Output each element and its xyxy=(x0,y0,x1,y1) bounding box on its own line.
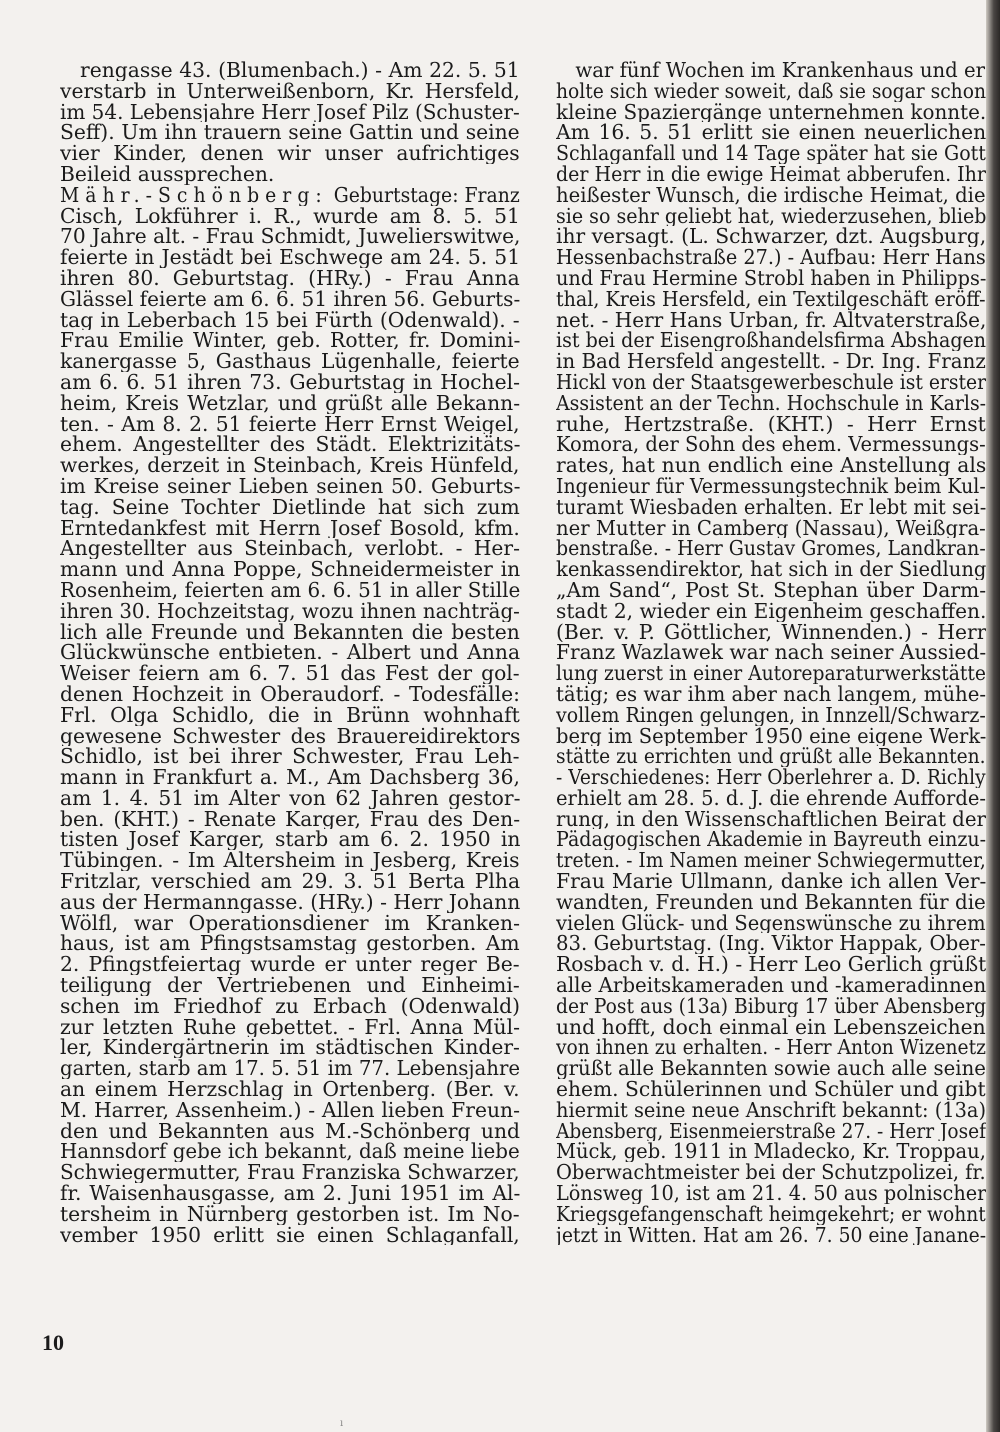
text-line: Komora, der Sohn des ehem. Vermessungs- xyxy=(556,434,986,456)
stray-mark: ı xyxy=(340,1418,344,1429)
text-line: von ihnen zu erhalten. - Herr Anton Wizenetz xyxy=(556,1037,986,1059)
text-line: vollem Ringen gelungen, in Innzell/Schwarz- xyxy=(556,704,986,726)
text-line: der Herr in die ewige Heimat abberufen. Ihr xyxy=(556,163,986,185)
text-line: Frau Marie Ullmann, danke ich allen Ver- xyxy=(556,871,986,892)
text-line: Beileid aussprechen. xyxy=(60,163,275,185)
text-line: turamt Wiesbaden erhalten. Er lebt mit sei- xyxy=(556,496,986,518)
page-edge-shadow xyxy=(986,0,1000,1432)
text-line: Erntedankfest mit Herrn Josef Bosold, kfm. xyxy=(60,517,520,539)
text-line: rung, in den Wissenschaftlichen Beirat der xyxy=(556,808,986,830)
text-line: Am 16. 5. 51 erlitt sie einen neuerlichen xyxy=(556,122,986,144)
text-line: an einem Herzschlag in Ortenberg. (Ber. v. xyxy=(60,1079,520,1100)
text-line: Kriegsgefangenschaft heimgekehrt; er wohnt xyxy=(556,1203,986,1225)
text-line: Hannsdorf gebe ich bekannt, daß meine liebe xyxy=(60,1141,520,1163)
text-line: verstarb in Unterweißenborn, Kr. Hersfeld, xyxy=(60,80,520,102)
text-line: Rosenheim, feierten am 6. 6. 51 in aller Stille xyxy=(60,579,520,601)
text-line: ist bei der Eisengroßhandelsfirma Abshagen xyxy=(556,330,986,352)
text-line: Ingenieur für Vermessungstechnik beim Kul- xyxy=(556,475,986,497)
text-line: Schlaganfall und 14 Tage später hat sie Gott xyxy=(556,143,986,164)
text-line: benstraße. - Herr Gustav Gromes, Landkran- xyxy=(556,538,986,560)
text-line: ler, Kindergärtnerin im städtischen Kinder- xyxy=(60,1037,520,1059)
text-line: kanergasse 5, Gasthaus Lügenhalle, feierte xyxy=(60,351,520,372)
text-line: alle Arbeitskameraden und -kameradinnen xyxy=(556,975,986,996)
text-line: mann und Anna Poppe, Schneidermeister in xyxy=(60,559,520,580)
text-line: und Frau Hermine Strobl haben in Philipps- xyxy=(556,267,986,289)
text-line: vielen Glück- und Segenswünsche zu ihrem xyxy=(556,912,986,934)
text-line: vember 1950 erlitt sie einen Schlaganfall, xyxy=(60,1224,520,1246)
text-line: im 54. Lebensjahre Herr Josef Pilz (Schuster- xyxy=(60,101,520,123)
text-line: gewesene Schwester des Brauereidirektors xyxy=(60,725,520,747)
text-line: wandten, Freunden und Bekannten für die xyxy=(556,891,986,913)
text-line: rates, hat nun endlich eine Anstellung als xyxy=(556,455,986,476)
text-line: Weiser feiern am 6. 7. 51 das Fest der gol- xyxy=(60,663,520,684)
text-line: Tübingen. - Im Altersheim in Jesberg, Kreis xyxy=(60,850,520,872)
text-line: ehem. Schülerinnen und Schüler und gibt xyxy=(556,1079,986,1100)
text-line: 83. Geburtstag. (Ing. Viktor Happak, Ober- xyxy=(556,933,986,955)
text-line: tisten Josef Karger, starb am 6. 2. 1950 in xyxy=(60,829,520,851)
text-line: Mähr.-Schönberg: Geburtstage: Franz xyxy=(60,184,520,206)
text-line: mann in Frankfurt a. M., Am Dachsberg 36, xyxy=(60,767,520,788)
text-line: heim, Kreis Wetzlar, und grüßt alle Bekann- xyxy=(60,392,520,414)
text-line: ehem. Angestellter des Städt. Elektrizitäts- xyxy=(60,434,520,456)
text-line: berg im September 1950 eine eigene Werk- xyxy=(556,725,986,747)
text-line: thal, Kreis Hersfeld, ein Textilgeschäft eröff- xyxy=(556,288,986,310)
text-line: tersheim in Nürnberg gestorben ist. Im No- xyxy=(60,1203,520,1225)
text-line: Hickl von der Staatsgewerbeschule ist erster xyxy=(556,371,986,393)
text-line: Hessenbachstraße 27.) - Aufbau: Herr Hans xyxy=(556,247,986,268)
text-line: Seff). Um ihn trauern seine Gattin und seine xyxy=(60,122,520,144)
text-line: Angestellter aus Steinbach, verlobt. - Her- xyxy=(60,538,520,560)
text-line: Schidlo, ist bei ihrer Schwester, Frau Leh- xyxy=(60,746,520,768)
text-line: Rosbach v. d. H.) - Herr Leo Gerlich grüßt xyxy=(556,954,986,976)
text-line: Schwiegermutter, Frau Franziska Schwarzer, xyxy=(60,1162,520,1184)
text-line: Abensberg, Eisenmeierstraße 27. - Herr Josef xyxy=(556,1120,986,1142)
section-heading: Mähr.-Schönberg: xyxy=(60,184,328,206)
text-line: ner Mutter in Camberg (Nassau), Weißgra- xyxy=(556,517,986,539)
text-line: Frau Emilie Winter, geb. Rotter, fr. Domini- xyxy=(60,330,520,352)
text-line: sie so sehr geliebt hat, wiederzusehen, blieb xyxy=(556,205,986,227)
text-line: Oberwachtmeister bei der Schutzpolizei, fr. xyxy=(556,1162,986,1184)
text-line: tag in Leberbach 15 bei Fürth (Odenwald). - xyxy=(60,309,520,331)
text-line: in Bad Hersfeld angestellt. - Dr. Ing. Franz xyxy=(556,351,986,372)
text-line: Glückwünsche entbieten. - Albert und Anna xyxy=(60,642,520,664)
text-line: tag. Seine Tochter Dietlinde hat sich zum xyxy=(60,496,520,518)
text-line: feierte in Jestädt bei Eschwege am 24. 5. 51 xyxy=(60,247,520,268)
text-line: Fritzlar, verschied am 29. 3. 51 Berta Plha xyxy=(60,871,520,892)
text-line: (Ber. v. P. Göttlicher, Winnenden.) - Herr xyxy=(556,621,986,643)
text-line: haus, ist am Pfingstsamstag gestorben. Am xyxy=(60,933,520,955)
text-line: ten. - Am 8. 2. 51 feierte Herr Ernst Weigel, xyxy=(60,413,520,435)
text-line: tätig; es war ihm aber nach langem, mühe- xyxy=(556,683,986,705)
text-line: Wölfl, war Operationsdiener im Kranken- xyxy=(60,912,520,934)
text-line: Lönsweg 10, ist am 21. 4. 50 aus polnischer xyxy=(556,1183,986,1204)
text-line: war fünf Wochen im Krankenhaus und er xyxy=(575,60,986,81)
text-line: hiermit seine neue Anschrift bekannt: (13a) xyxy=(556,1099,986,1121)
text-line: ihr versagt. (L. Schwarzer, dzt. Augsburg, xyxy=(556,226,986,248)
text-line: net. - Herr Hans Urban, fr. Altvaterstraße, xyxy=(556,309,986,331)
text-line: - Verschiedenes: Herr Oberlehrer a. D. Richly xyxy=(556,767,986,788)
text-line: den und Bekannten aus M.-Schönberg und xyxy=(60,1120,520,1142)
text-line: lung zuerst in einer Autoreparaturwerkstätte xyxy=(556,663,986,684)
text-line: zur letzten Ruhe gebettet. - Frl. Anna Mül- xyxy=(60,1016,520,1038)
text-line: grüßt alle Bekannten sowie auch alle seine xyxy=(556,1058,986,1080)
left-text-column xyxy=(60,60,520,1245)
text-line: kenkassendirektor, hat sich in der Siedlung xyxy=(556,559,986,580)
text-line: der Post aus (13a) Biburg 17 über Abensberg xyxy=(556,995,986,1017)
text-line: denen Hochzeit in Oberaudorf. - Todesfälle: xyxy=(60,683,520,705)
text-line: „Am Sand“, Post St. Stephan über Darm- xyxy=(556,579,986,601)
text-line: Franz Wazlawek war nach seiner Aussied- xyxy=(556,642,986,664)
text-line: treten. - Im Namen meiner Schwiegermutter, xyxy=(556,850,986,872)
text-line: ihren 80. Geburtstag. (HRy.) - Frau Anna xyxy=(60,267,520,289)
text-line: M. Harrer, Assenheim.) - Allen lieben Freun- xyxy=(60,1099,520,1121)
text-line: vier Kinder, denen wir unser aufrichtiges xyxy=(60,143,520,164)
text-line: Mück, geb. 1911 in Mladecko, Kr. Troppau, xyxy=(556,1141,986,1163)
text-line: am 1. 4. 51 im Alter von 62 Jahren gestor- xyxy=(60,787,520,809)
text-line: Glässel feierte am 6. 6. 51 ihren 56. Geburts- xyxy=(60,288,520,310)
text-line: rengasse 43. (Blumenbach.) - Am 22. 5. 51 xyxy=(80,60,520,81)
text-line: ben. (KHT.) - Renate Karger, Frau des Den- xyxy=(60,808,520,830)
text-line: erhielt am 28. 5. d. J. die ehrende Aufforde- xyxy=(556,787,986,809)
text-line: im Kreise seiner Lieben seinen 50. Geburts- xyxy=(60,475,520,497)
text-line: aus der Hermanngasse. (HRy.) - Herr Johann xyxy=(60,891,520,913)
text-line: 70 Jahre alt. - Frau Schmidt, Juwelierswitwe, xyxy=(60,226,520,248)
right-text-column xyxy=(556,60,986,1245)
text-line: fr. Waisenhausgasse, am 2. Juni 1951 im Al- xyxy=(60,1183,520,1204)
text-line: ruhe, Hertzstraße. (KHT.) - Herr Ernst xyxy=(556,413,986,435)
text-line: Pädagogischen Akademie in Bayreuth einzu- xyxy=(556,829,986,851)
text-line: stätte zu errichten und grüßt alle Bekannten. xyxy=(556,746,986,768)
page-number: 10 xyxy=(42,1330,64,1355)
text-line: heißester Wunsch, die irdische Heimat, die xyxy=(556,184,986,206)
text-line: kleine Spaziergänge unternehmen konnte. xyxy=(556,101,986,123)
text-line: stadt 2, wieder ein Eigenheim geschaffen. xyxy=(556,600,986,622)
text-line: ihren 30. Hochzeitstag, wozu ihnen nachträg- xyxy=(60,600,520,622)
text-line: 2. Pfingstfeiertag wurde er unter reger Be- xyxy=(60,954,520,976)
text-line: lich alle Freunde und Bekannten die besten xyxy=(60,621,520,643)
text-line: Frl. Olga Schidlo, die in Brünn wohnhaft xyxy=(60,704,520,726)
text-line: holte sich wieder soweit, daß sie sogar schon xyxy=(556,80,986,102)
text-line: teiligung der Vertriebenen und Einheimi- xyxy=(60,975,520,996)
text-line: schen im Friedhof zu Erbach (Odenwald) xyxy=(60,995,520,1017)
text-line: am 6. 6. 51 ihren 73. Geburtstag in Hochel- xyxy=(60,371,520,393)
text-line: Assistent an der Techn. Hochschule in Karls- xyxy=(556,392,986,414)
text-line: jetzt in Witten. Hat am 26. 7. 50 eine Janane- xyxy=(556,1224,986,1246)
text-line: Cisch, Lokführer i. R., wurde am 8. 5. 51 xyxy=(60,205,520,227)
text-line: und hofft, doch einmal ein Lebenszeichen xyxy=(556,1016,986,1038)
text-line: garten, starb am 17. 5. 51 im 77. Lebensjahre xyxy=(60,1058,520,1080)
text-line: werkes, derzeit in Steinbach, Kreis Hünfeld, xyxy=(60,455,520,476)
